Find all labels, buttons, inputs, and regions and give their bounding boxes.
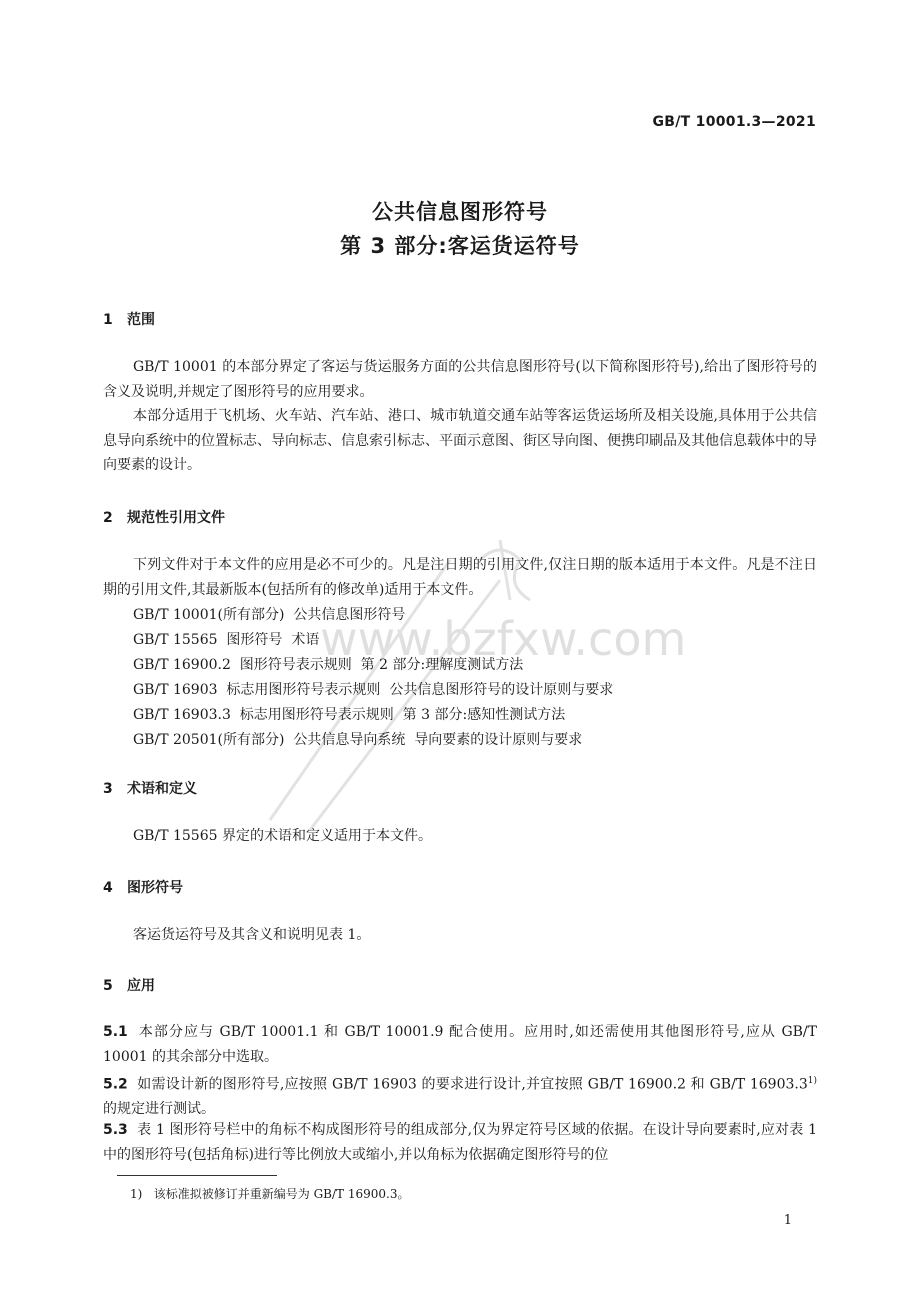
page-number: 1 (783, 1213, 792, 1228)
clause-5-2 (103, 1069, 817, 1122)
footnote-marker[interactable]: 1) (807, 1076, 817, 1086)
clause-text: 表 1 图形符号栏中的角标不构成图形符号的组成部分,仅为界定符号区域的依据。在设计导向要素时,应对表 1 中的图形符号(包括角标)进行等比例放大或缩小,并以角标为依据确定图形符号的位 (103, 1122, 817, 1163)
section-4-heading (103, 877, 183, 897)
section-number: 3 (103, 781, 113, 797)
clause-text: 本部分应与 GB/T 10001.1 和 GB/T 10001.9 配合使用。应用时,如还需使用其他图形符号,应从 GB/T 10001 的其余部分中选取。 (103, 1024, 817, 1065)
standard-code: GB/T 10001.3—2021 (652, 114, 816, 130)
section-3-paragraph-1: GB/T 15565 界定的术语和定义适用于本文件。 (133, 828, 432, 844)
reference-item: GB/T 16903.3 标志用图形符号表示规则 第 3 部分:感知性测试方法 (133, 707, 566, 723)
footnote-divider (117, 1175, 277, 1176)
section-title: 术语和定义 (127, 781, 197, 797)
watermark-text: www.bzfxw.com (320, 612, 687, 666)
reference-item: GB/T 16900.2 图形符号表示规则 第 2 部分:理解度测试方法 (133, 657, 524, 673)
clause-text: 如需设计新的图形符号,应按照 GB/T 16903 的要求进行设计,并宜按照 GB/T 16900.2 和 GB/T 16903.3 (137, 1076, 808, 1093)
reference-item: GB/T 10001(所有部分) 公共信息图形符号 (133, 607, 406, 623)
reference-item: GB/T 15565 图形符号 术语 (133, 632, 320, 648)
clause-text-end: 的规定进行测试。 (103, 1101, 215, 1118)
section-number: 1 (103, 312, 113, 328)
section-3-heading (103, 778, 197, 798)
document-subtitle: 第 3 部分:客运货运符号 (340, 234, 580, 258)
section-1-paragraph-1: GB/T 10001 的本部分界定了客运与货运服务方面的公共信息图形符号(以下简称图形符号),给出了图形符号的含义及说明,并规定了图形符号的应用要求。 (103, 359, 817, 400)
section-1-heading (103, 309, 155, 329)
footnote: 1) 该标准拟被修订并重新编号为 GB/T 16900.3。 (130, 1187, 410, 1201)
clause-number: 5.3 (103, 1122, 128, 1138)
section-2-paragraph-1: 下列文件对于本文件的应用是必不可少的。凡是注日期的引用文件,仅注日期的版本适用于本文件。凡是不注日期的引用文件,其最新版本(包括所有的修改单)适用于本文件。 (103, 557, 817, 598)
section-title: 规范性引用文件 (127, 510, 225, 526)
section-number: 2 (103, 510, 113, 526)
clause-5-1 (103, 1020, 817, 1069)
section-title: 应用 (127, 978, 155, 994)
section-2-heading (103, 507, 225, 527)
reference-item: GB/T 16903 标志用图形符号表示规则 公共信息图形符号的设计原则与要求 (133, 682, 614, 698)
section-4-paragraph-1: 客运货运符号及其含义和说明见表 1。 (133, 927, 371, 943)
section-1-paragraph-2: 本部分适用于飞机场、火车站、汽车站、港口、城市轨道交通车站等客运货运场所及相关设施,具体用于公共信息导向系统中的位置标志、导向标志、信息索引标志、平面示意图、街区导向图、便携印刷品及其他信息载体中的导向要素的设计。 (103, 408, 817, 473)
section-5-heading (103, 975, 155, 995)
reference-item: GB/T 20501(所有部分) 公共信息导向系统 导向要素的设计原则与要求 (133, 732, 583, 748)
clause-number: 5.2 (103, 1076, 128, 1093)
clause-number: 5.1 (103, 1024, 128, 1040)
section-title: 范围 (127, 312, 155, 328)
document-title: 公共信息图形符号 (372, 200, 548, 224)
section-number: 4 (103, 880, 113, 896)
section-title: 图形符号 (127, 880, 183, 896)
clause-5-3 (103, 1118, 817, 1167)
section-number: 5 (103, 978, 113, 994)
